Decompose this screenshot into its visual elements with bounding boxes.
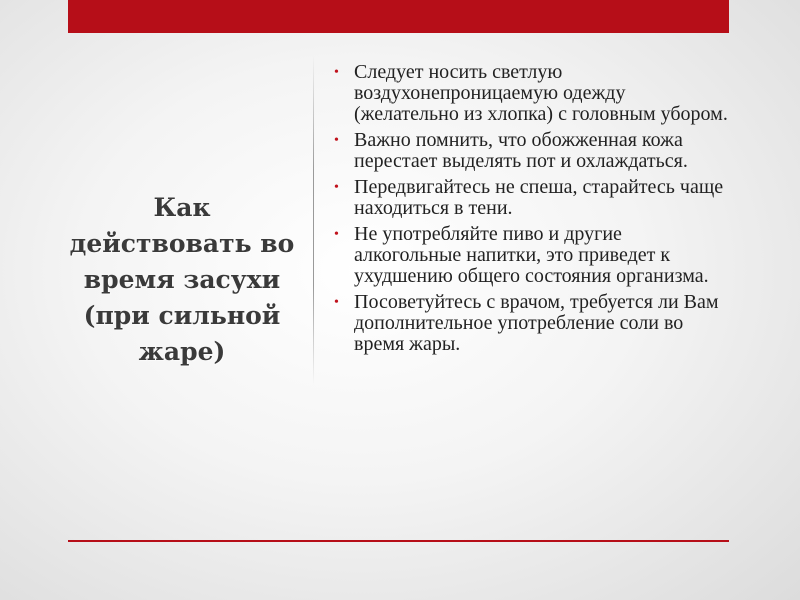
bullet-item: [334, 130, 734, 172]
bullet-icon: •: [334, 65, 339, 80]
bullet-icon: •: [334, 180, 339, 195]
vertical-divider: [313, 55, 314, 385]
bullet-text: Передвигайтесь не спеша, старайтесь чаще находиться в тени.: [354, 176, 724, 219]
bullet-text: Не употребляйте пиво и другие алкогольные напитки, это приведет к ухудшению общего состояния организма.: [354, 223, 709, 287]
slide-title: Как действовать во время засухи (при сильной жаре): [69, 193, 295, 366]
bullet-icon: •: [334, 133, 339, 148]
bullet-text: Посоветуйтесь с врачом, требуется ли Вам дополнительное употребление соли во время жары.: [354, 291, 719, 355]
bullet-item: [334, 62, 734, 125]
bullet-text: Важно помнить, что обожженная кожа перестает выделять пот и охлаждаться.: [354, 129, 688, 172]
top-accent-bar: [68, 0, 729, 33]
bullet-icon: •: [334, 295, 339, 310]
bullet-item: [334, 177, 734, 219]
bullet-item: [334, 224, 734, 287]
bottom-accent-rule: [68, 540, 729, 542]
bullet-item: [334, 292, 734, 355]
bullet-list: [334, 62, 734, 360]
bullet-icon: •: [334, 227, 339, 242]
bullet-text: Следует носить светлую воздухонепроницаемую одежду (желательно из хлопка) с головным убором.: [354, 61, 728, 125]
title-box: [62, 190, 302, 370]
